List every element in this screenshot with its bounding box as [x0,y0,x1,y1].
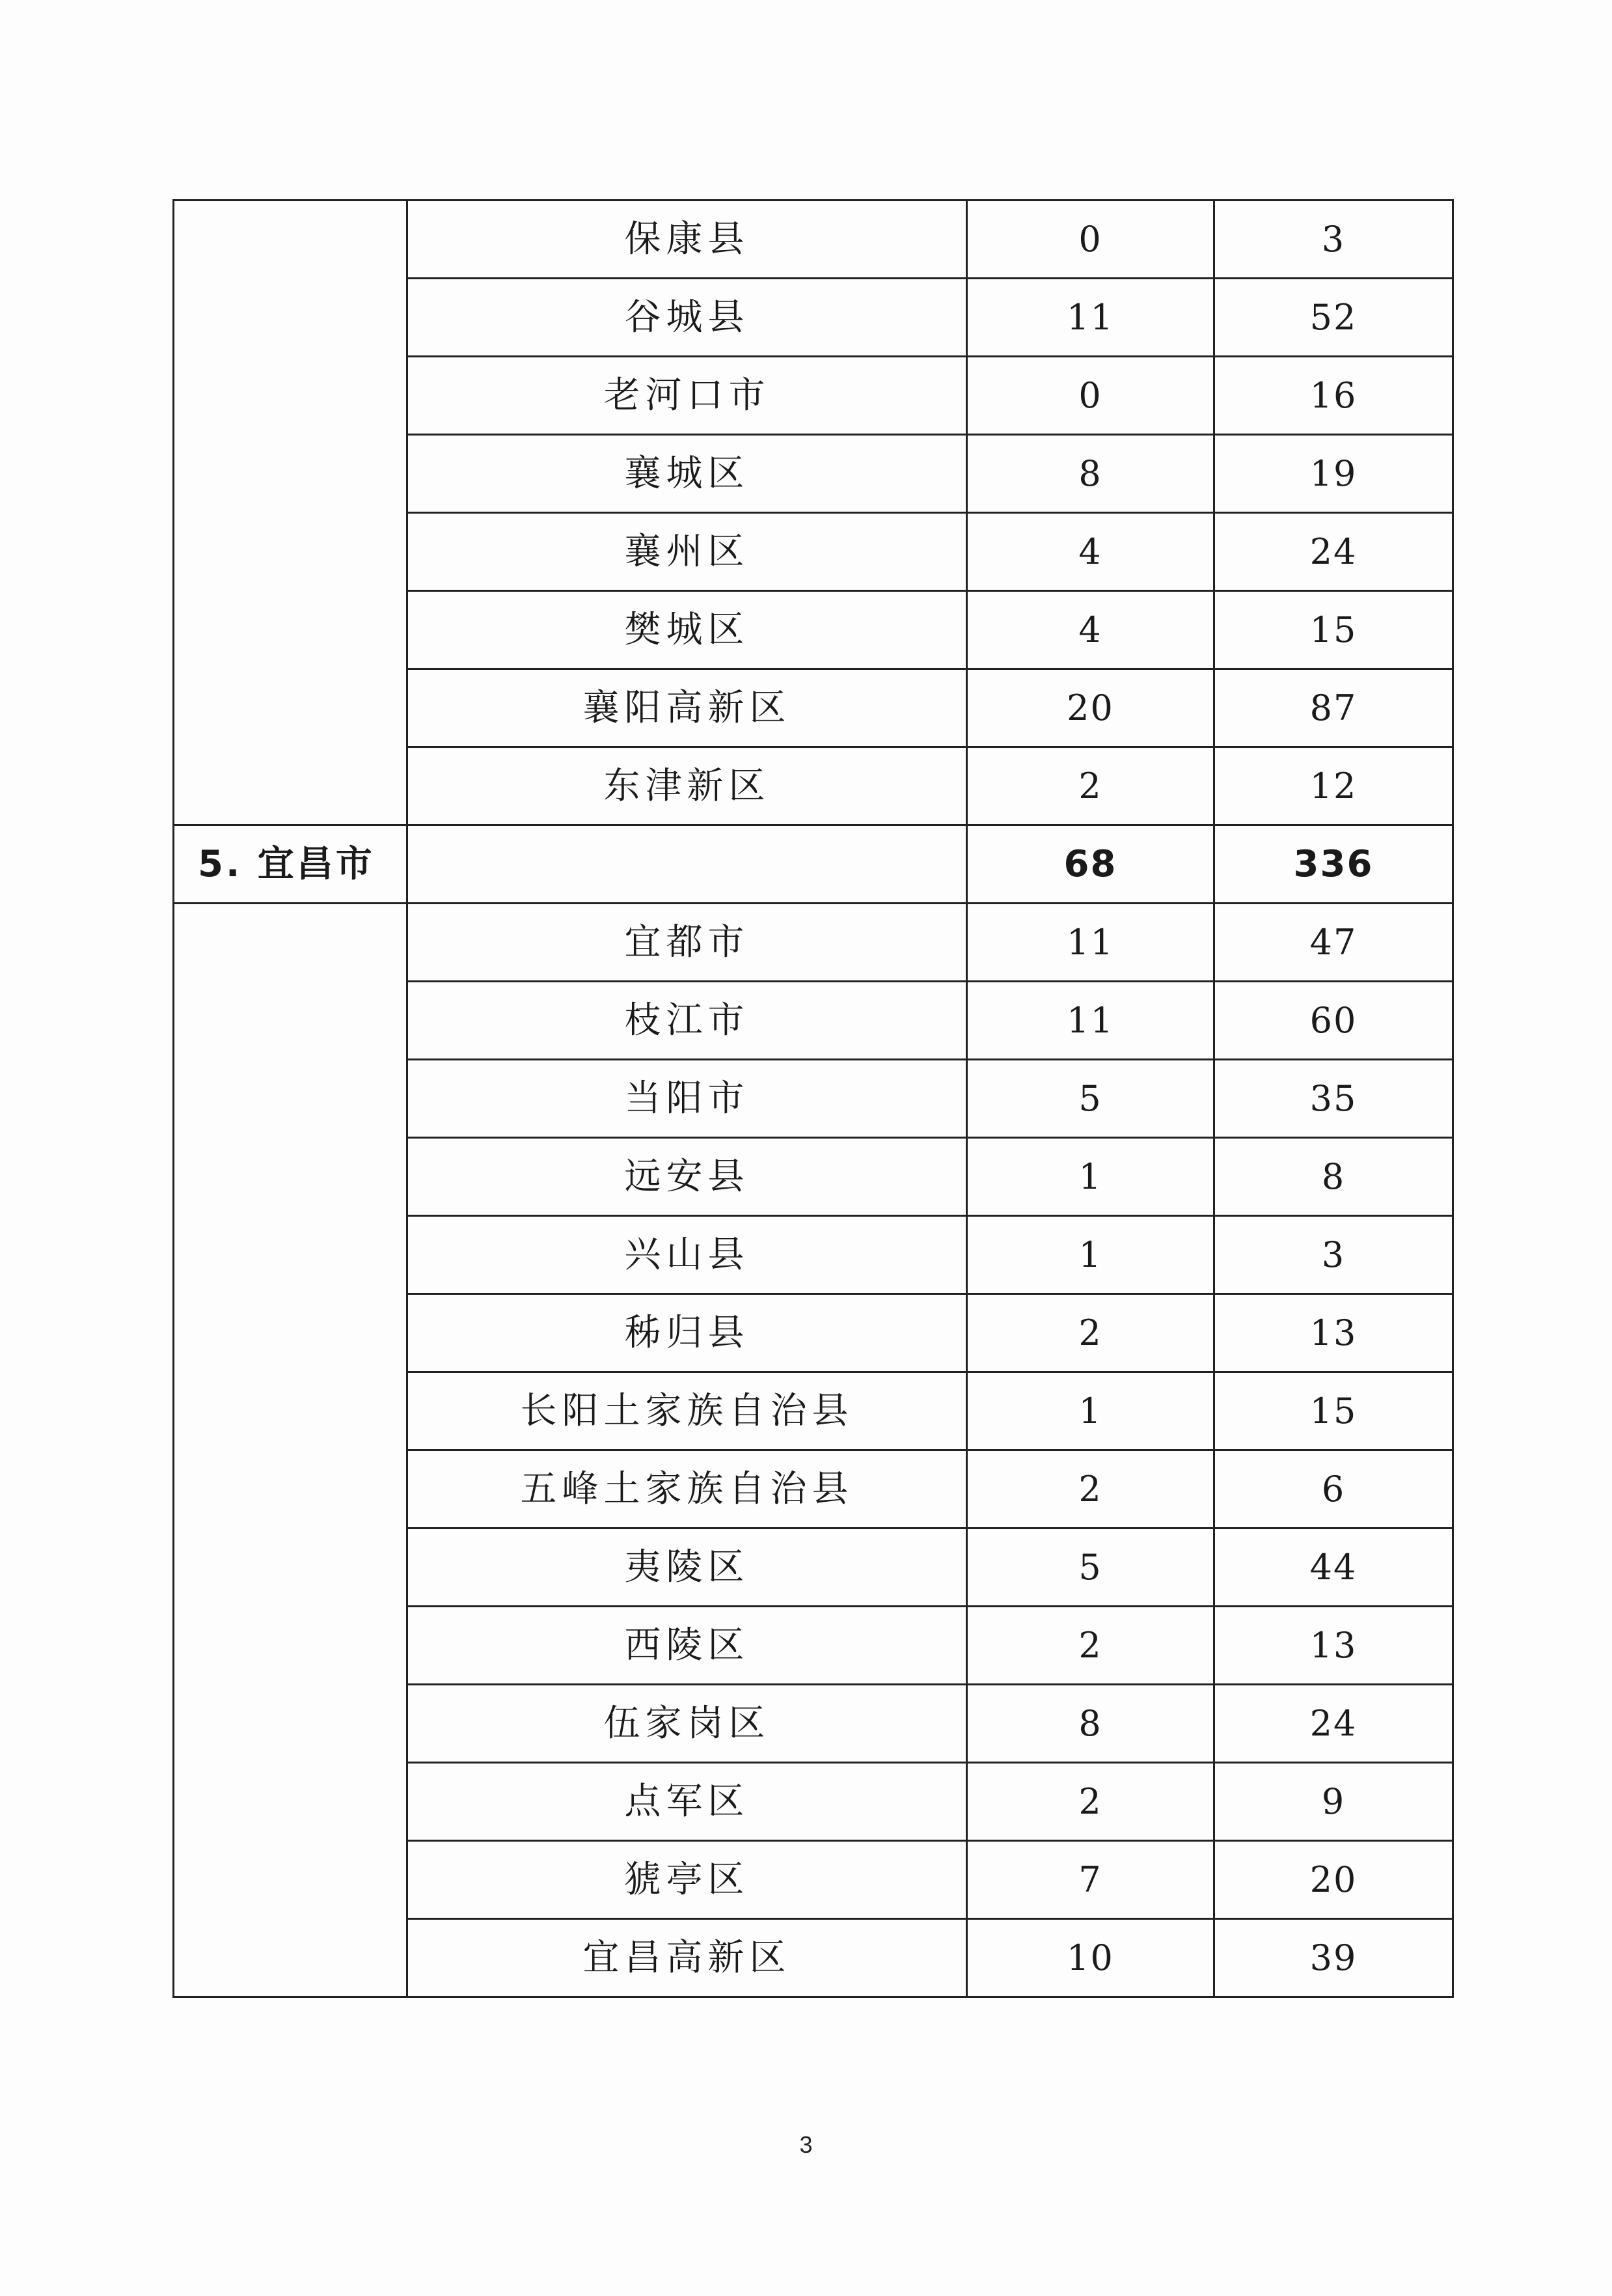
value-2-cell: 20 [1214,1841,1453,1919]
value-2-cell: 39 [1214,1919,1453,1997]
value-2-cell: 87 [1214,669,1453,747]
value-1-cell: 5 [967,1528,1214,1607]
value-2-cell: 3 [1214,1216,1453,1294]
value-2-cell: 8 [1214,1138,1453,1216]
district-name-cell: 谷城县 [407,279,967,357]
value-2-cell: 47 [1214,904,1453,982]
value-1-cell: 2 [967,1607,1214,1685]
value-2-cell: 35 [1214,1060,1453,1138]
city-name-cell: 5. 宜昌市 [174,825,407,904]
value-2-cell: 19 [1214,435,1453,513]
district-name-cell: 点军区 [407,1763,967,1841]
district-name-cell: 当阳市 [407,1060,967,1138]
value-2-cell: 15 [1214,1372,1453,1450]
value-2-cell: 15 [1214,591,1453,669]
district-name-cell: 远安县 [407,1138,967,1216]
value-2-cell: 44 [1214,1528,1453,1607]
value-2-cell: 13 [1214,1294,1453,1372]
district-name-cell: 伍家岗区 [407,1685,967,1763]
value-1-cell: 2 [967,1450,1214,1528]
table-row [174,201,1453,279]
district-name-cell: 保康县 [407,201,967,279]
value-2-cell: 6 [1214,1450,1453,1528]
value-1-cell: 7 [967,1841,1214,1919]
district-name-cell: 长阳土家族自治县 [407,1372,967,1450]
value-2-cell: 3 [1214,201,1453,279]
district-name-cell: 襄城区 [407,435,967,513]
district-name-cell: 猇亭区 [407,1841,967,1919]
value-2-cell: 24 [1214,1685,1453,1763]
value-1-cell: 2 [967,1294,1214,1372]
value-1-cell: 8 [967,1685,1214,1763]
table-body [174,201,1453,1997]
district-name-cell: 西陵区 [407,1607,967,1685]
value-1-cell: 1 [967,1372,1214,1450]
city-empty-cell [407,825,967,904]
district-name-cell: 老河口市 [407,357,967,435]
value-1-cell: 2 [967,747,1214,825]
table-row [174,904,1453,982]
district-name-cell: 樊城区 [407,591,967,669]
district-name-cell: 枝江市 [407,982,967,1060]
district-name-cell: 兴山县 [407,1216,967,1294]
value-1-cell: 11 [967,904,1214,982]
value-1-cell: 0 [967,357,1214,435]
statistics-table [172,199,1454,1998]
district-name-cell: 五峰土家族自治县 [407,1450,967,1528]
city-total-row [174,825,1453,904]
value-2-cell: 52 [1214,279,1453,357]
value-1-cell: 20 [967,669,1214,747]
value-2-cell: 24 [1214,513,1453,591]
value-2-cell: 12 [1214,747,1453,825]
district-name-cell: 东津新区 [407,747,967,825]
city-value-2-cell: 336 [1214,825,1453,904]
district-name-cell: 襄阳高新区 [407,669,967,747]
value-1-cell: 1 [967,1138,1214,1216]
page-number: 3 [799,2131,813,2158]
value-1-cell: 4 [967,513,1214,591]
district-name-cell: 夷陵区 [407,1528,967,1607]
district-name-cell: 襄州区 [407,513,967,591]
value-2-cell: 16 [1214,357,1453,435]
value-1-cell: 4 [967,591,1214,669]
value-1-cell: 0 [967,201,1214,279]
value-1-cell: 11 [967,982,1214,1060]
value-1-cell: 5 [967,1060,1214,1138]
group-empty-cell [174,904,407,1997]
value-1-cell: 11 [967,279,1214,357]
value-2-cell: 60 [1214,982,1453,1060]
value-2-cell: 13 [1214,1607,1453,1685]
value-1-cell: 2 [967,1763,1214,1841]
city-value-1-cell: 68 [967,825,1214,904]
district-name-cell: 秭归县 [407,1294,967,1372]
value-2-cell: 9 [1214,1763,1453,1841]
group-empty-cell [174,201,407,825]
value-1-cell: 8 [967,435,1214,513]
value-1-cell: 10 [967,1919,1214,1997]
district-name-cell: 宜昌高新区 [407,1919,967,1997]
district-name-cell: 宜都市 [407,904,967,982]
value-1-cell: 1 [967,1216,1214,1294]
